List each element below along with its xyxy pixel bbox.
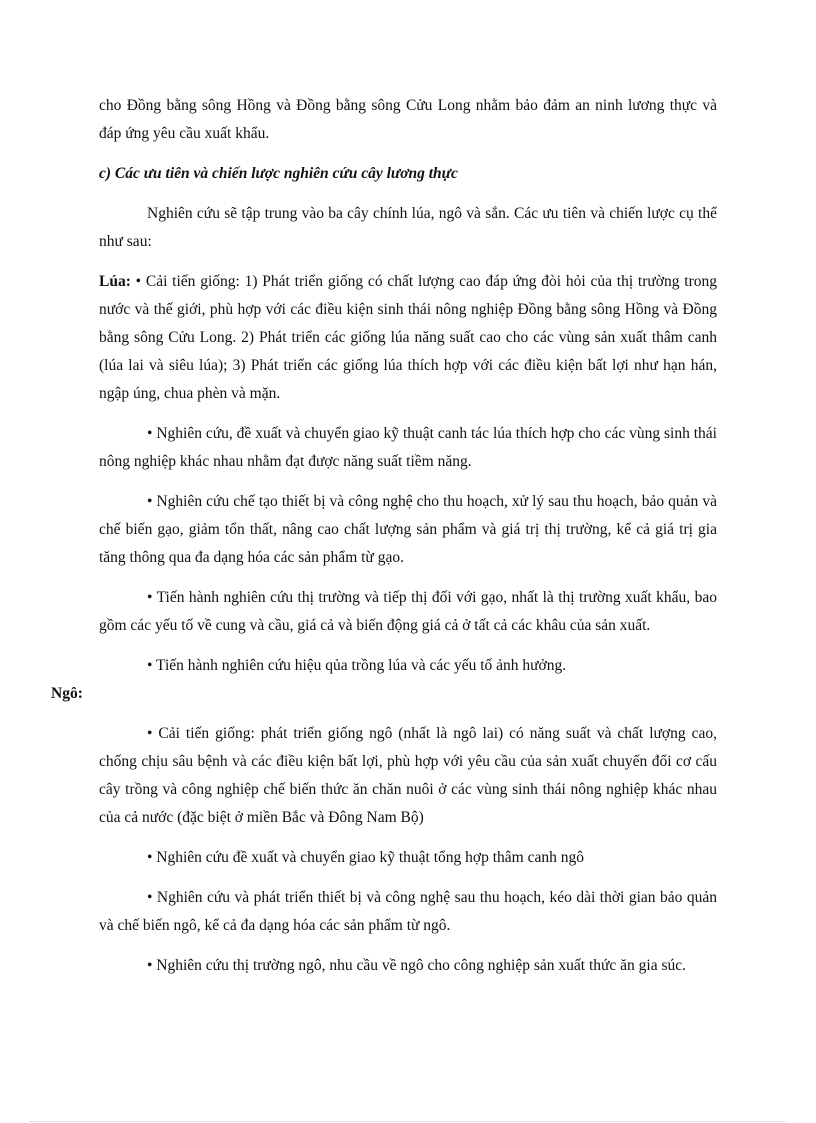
list-item-lua-3: • Tiến hành nghiên cứu thị trường và tiếp thị đối với gạo, nhất là thị trường xuất khẩu, bao gồm các yếu tố về cung và cầu, giá cả và biến động giá cả ở tất cả các khâu của sản xuất.	[99, 589, 717, 634]
document-body	[51, 92, 717, 992]
paragraph-lua	[99, 268, 717, 408]
label-lua: Lúa:	[99, 273, 131, 290]
list-item-ngo-4: • Nghiên cứu thị trường ngô, nhu cầu về ngô cho công nghiệp sản xuất thức ăn gia súc.	[147, 957, 687, 974]
list-item-lua-4	[51, 652, 717, 708]
lua-text: • Cải tiến giống: 1) Phát triển giống có chất lượng cao đáp ứng đòi hỏi của thị trường trong nước và thế giới, phù hợp với các điều kiện sinh thái nông nghiệp Đồng bằng sông Hồng và Đồng bằng sông Cửu Long. 2) Phát triển các giống lúa năng suất cao cho các vùng sản xuất thâm canh (lúa lai và siêu lúa); 3) Phát triển các giống lúa thích hợp với các điều kiện bất lợi như hạn hán, ngập úng, chua phèn và mặn.	[99, 273, 717, 402]
list-item-lua-1: • Nghiên cứu, đề xuất và chuyển giao kỹ thuật canh tác lúa thích hợp cho các vùng sinh thái nông nghiệp khác nhau nhằm đạt được năng suất tiềm năng.	[99, 425, 717, 470]
paragraph-intro: Nghiên cứu sẽ tập trung vào ba cây chính lúa, ngô và sắn. Các ưu tiên và chiến lược cụ thể như sau:	[99, 205, 717, 250]
paragraph-food-security: cho Đồng bằng sông Hồng và Đồng bằng sông Cửu Long nhằm bảo đảm an ninh lương thực và đáp ứng yêu cầu xuất khẩu.	[99, 97, 717, 142]
list-item-ngo-3: • Nghiên cứu và phát triển thiết bị và công nghệ sau thu hoạch, kéo dài thời gian bảo quản và chế biến ngô, kể cả đa dạng hóa các sản phẩm từ ngô.	[99, 889, 717, 934]
lua-last-bullet-text: • Tiến hành nghiên cứu hiệu qủa trồng lúa và các yếu tố ảnh hưởng.	[147, 657, 567, 674]
section-heading-c: c) Các ưu tiên và chiến lược nghiên cứu cây lương thực	[99, 165, 458, 182]
list-item-ngo-1: • Cải tiến giống: phát triển giống ngô (nhất là ngô lai) có năng suất và chất lượng cao, chống chịu sâu bệnh và các điều kiện bất lợi, phù hợp với yêu cầu của sản xuất chuyển đổi cơ cấu cây trồng và công nghiệp chế biến thức ăn chăn nuôi ở các vùng sinh thái nông nghiệp khác nhau của cả nước (đặc biệt ở miền Bắc và Đông Nam Bộ)	[99, 725, 717, 826]
label-ngo: Ngô:	[51, 685, 83, 702]
list-item-ngo-2: • Nghiên cứu đề xuất và chuyển giao kỹ thuật tổng hợp thâm canh ngô	[147, 849, 584, 866]
page-bottom-divider	[30, 1121, 786, 1122]
list-item-lua-2: • Nghiên cứu chế tạo thiết bị và công nghệ cho thu hoạch, xử lý sau thu hoạch, bảo quản và chế biến gạo, giảm tổn thất, nâng cao chất lượng sản phẩm và giá trị thị trường, kể cả giá trị gia tăng thông qua đa dạng hóa các sản phẩm từ gạo.	[99, 493, 717, 566]
